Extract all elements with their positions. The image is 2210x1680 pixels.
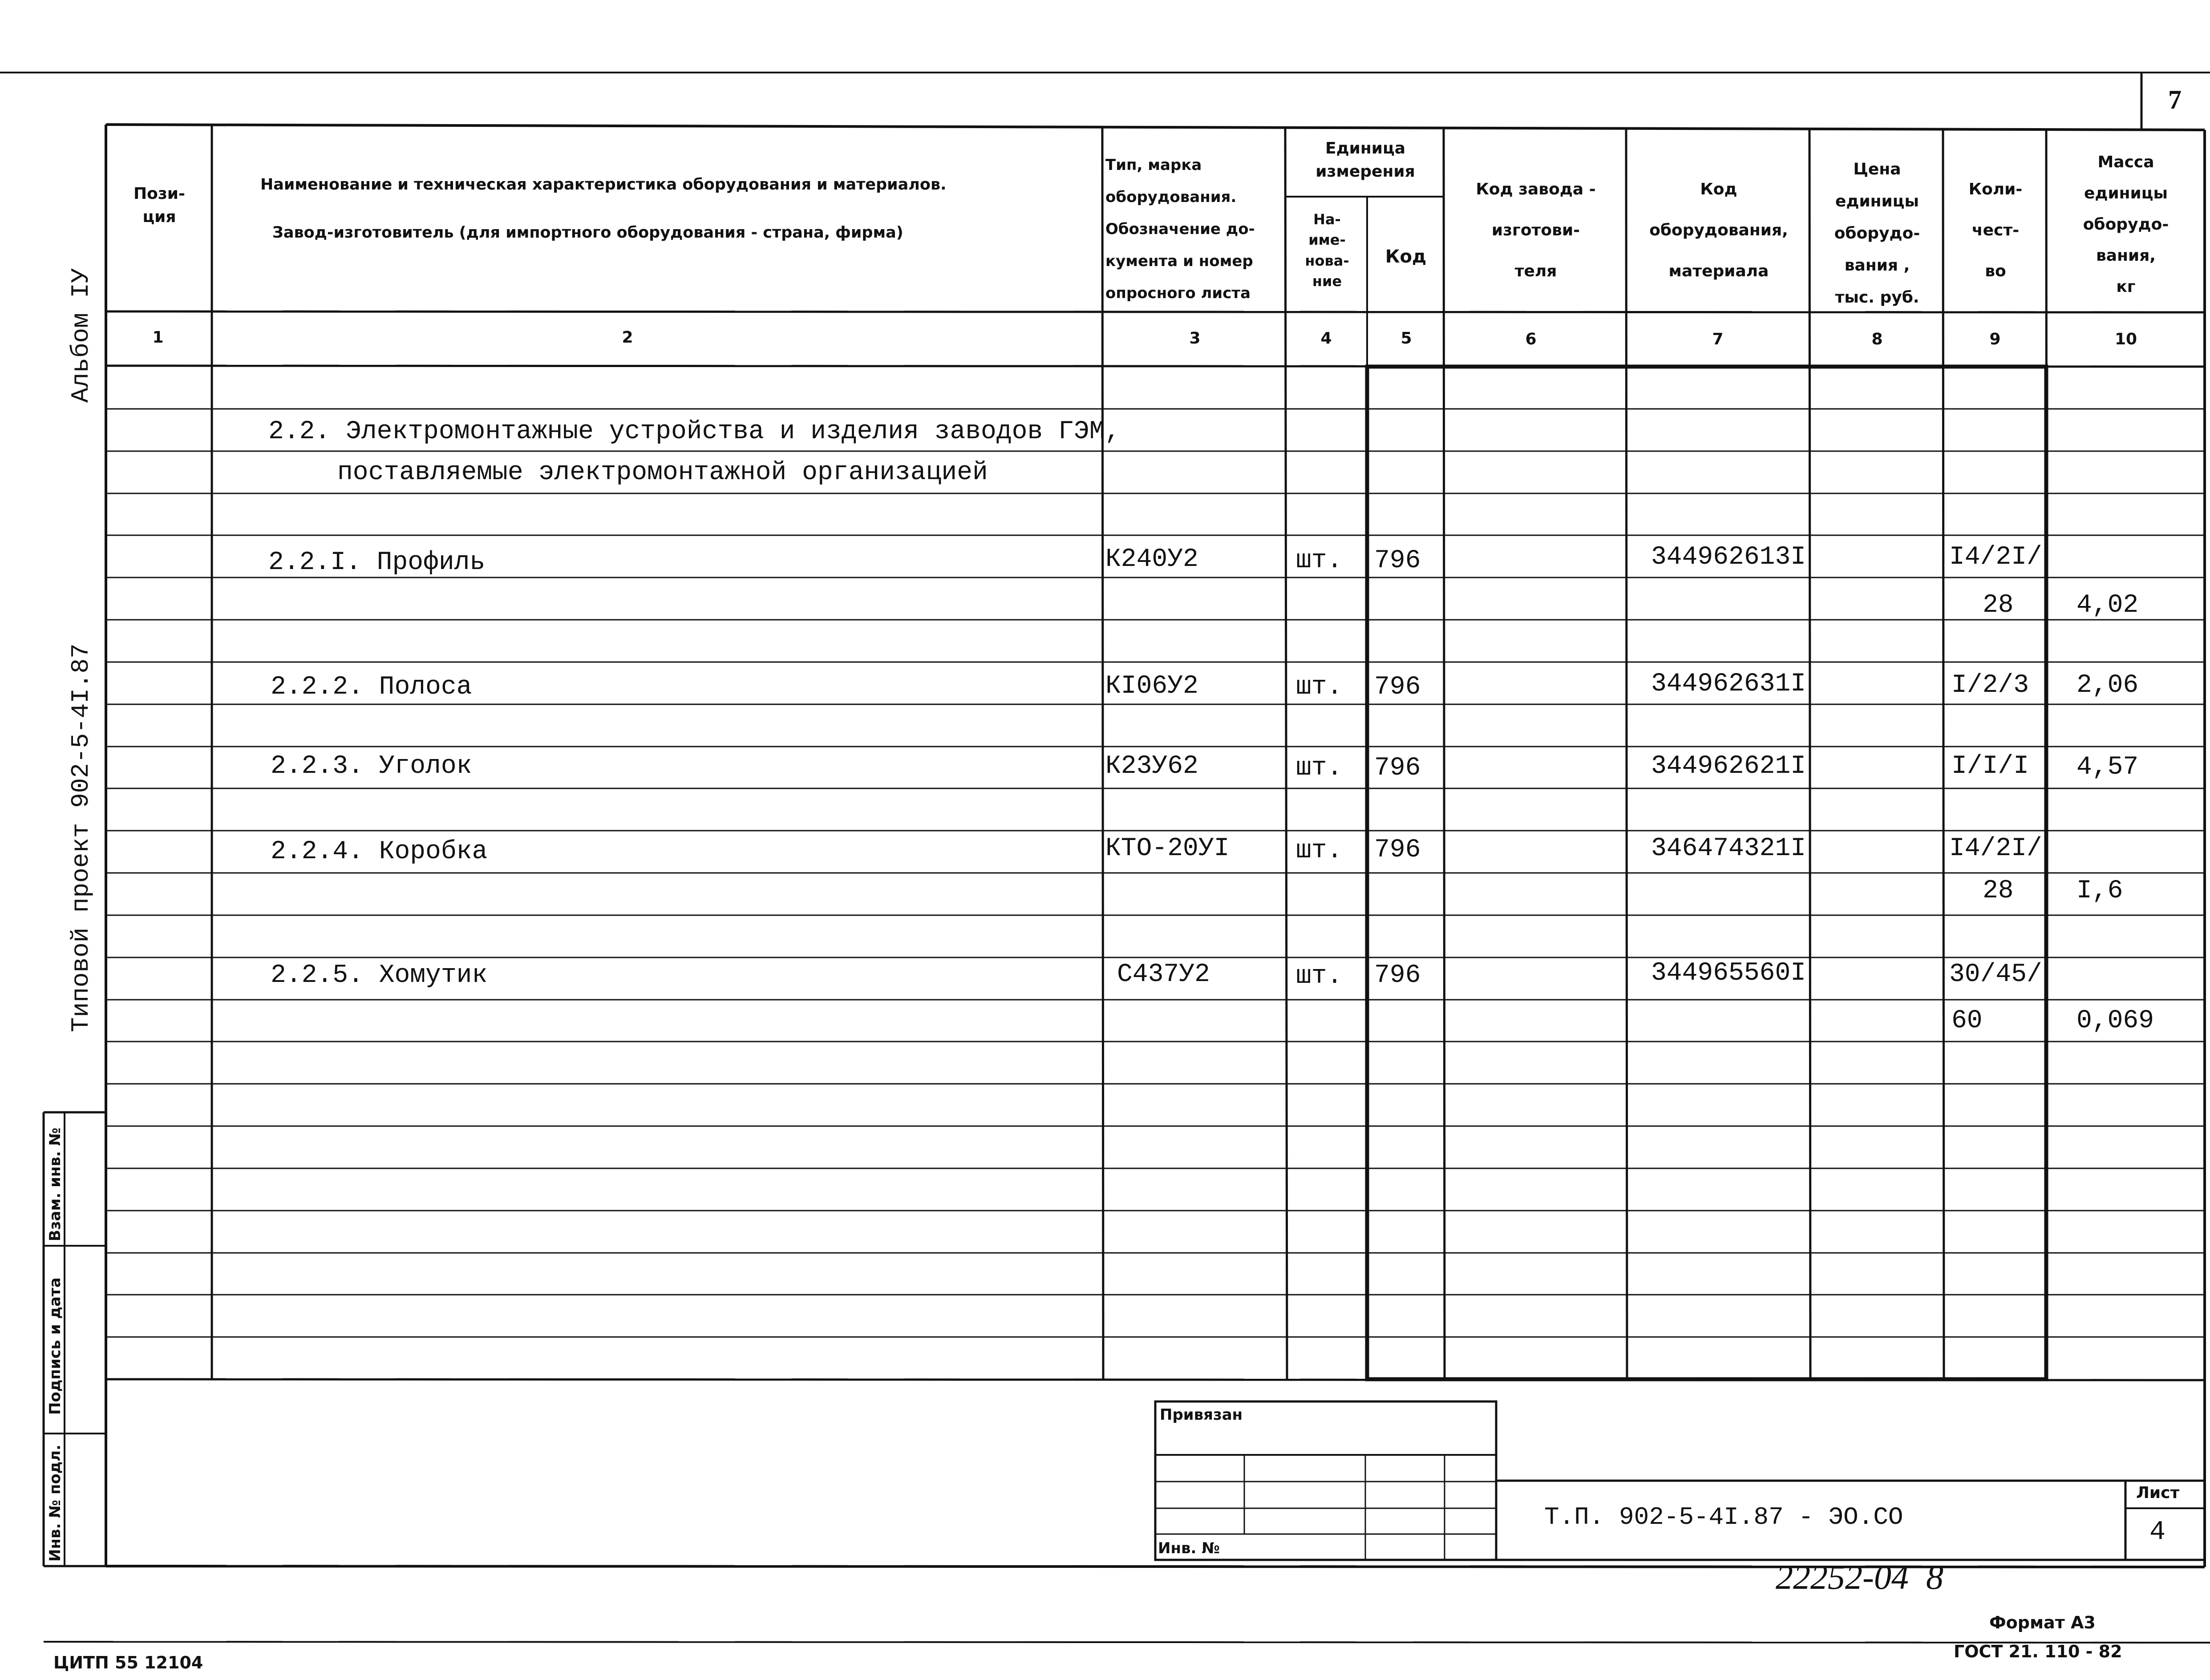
item-qty-cont: 28 [1983, 876, 2014, 905]
header-unit-name: На- име- нова- ние [1305, 211, 1349, 290]
col-number-2: 2 [622, 328, 633, 347]
header-material-code: Код оборудования, материала [1649, 180, 1788, 280]
item-unit-code: 796 [1374, 673, 1421, 702]
item-unit-code: 796 [1374, 961, 1421, 990]
item-type: К23У62 [1105, 752, 1198, 781]
item-type: К240У2 [1105, 545, 1198, 574]
project-label: Типовой проект 902-5-4I.87 [67, 643, 95, 1032]
item-unit: шт. [1296, 754, 1343, 783]
album-label: Альбом IУ [67, 268, 95, 403]
item-unit: шт. [1296, 546, 1343, 575]
item-qty-cont: 60 [1951, 1006, 1983, 1035]
item-name: 2.2.3. Уголок [271, 752, 472, 781]
item-qty: I/I/I [1951, 752, 2029, 781]
item-unit: шт. [1296, 673, 1343, 702]
sheet-corner-number: 7 [2168, 85, 2182, 114]
citp-label: ЦИТП 55 12104 [53, 1653, 203, 1672]
col-number-8: 8 [1871, 330, 1883, 348]
section-title-line1: 2.2. Электромонтажные устройства и изделия заводов ГЭМ, [268, 417, 1121, 446]
document-code: Т.П. 902-5-4I.87 - ЭО.СО [1544, 1503, 1903, 1531]
col-number-6: 6 [1525, 330, 1537, 348]
item-mass: 2,06 [2076, 671, 2139, 700]
stamp-signature: Подпись и дата [46, 1277, 64, 1415]
item-qty: I/2/3 [1951, 671, 2029, 700]
item-unit: шт. [1296, 836, 1343, 865]
header-price: Цена единицы оборудо- вания , тыс. руб. [1834, 160, 1920, 307]
item-mass: 4,57 [2076, 753, 2139, 782]
header-mass: Масса единицы оборудо- вания, кг [2083, 153, 2169, 296]
format-label: Формат А3 [1989, 1613, 2096, 1632]
header-type: Тип, марка оборудования. Обозначение до- кумента и номер опросного листа [1105, 156, 1255, 302]
item-qty-cont: 28 [1983, 591, 2014, 620]
col-number-3: 3 [1189, 329, 1201, 347]
item-name: 2.2.5. Хомутик [271, 961, 488, 990]
item-material-code: 344965560I [1651, 959, 1806, 988]
col-number-5: 5 [1400, 329, 1412, 347]
header-unit-code: Код [1385, 246, 1427, 267]
header-name-line1: Наименование и техническая характеристика оборудования и материалов. [260, 176, 947, 194]
item-mass: I,6 [2076, 876, 2123, 905]
item-name: 2.2.2. Полоса [271, 673, 472, 702]
item-name: 2.2.I. Профиль [268, 548, 486, 577]
item-unit: шт. [1296, 962, 1343, 991]
handwritten-number: 22252-04 8 [1776, 1558, 1943, 1596]
header-plant-code: Код завода - изготови- теля [1476, 180, 1596, 280]
item-mass: 0,069 [2076, 1006, 2154, 1035]
col-number-7: 7 [1712, 330, 1724, 348]
item-material-code: 344962621I [1651, 752, 1806, 781]
item-name: 2.2.4. Коробка [271, 837, 488, 866]
inv-number-label: Инв. № [1158, 1539, 1220, 1557]
item-qty: I4/2I/ [1949, 543, 2042, 572]
stamp-inv-replace: Взам. инв. № [46, 1127, 64, 1241]
item-type: С437У2 [1117, 960, 1210, 989]
sheet-number: 4 [2149, 1517, 2166, 1547]
col-number-10: 10 [2114, 330, 2137, 348]
item-material-code: 344962613I [1651, 543, 1806, 572]
col-number-4: 4 [1320, 329, 1332, 347]
item-type: КТО-20УI [1105, 834, 1230, 863]
header-name-line2: Завод-изготовитель (для импортного оборудования - страна, фирма) [272, 224, 903, 242]
item-qty: 30/45/ [1949, 960, 2042, 989]
col-number-9: 9 [1989, 330, 2001, 348]
section-title-line2: поставляемые электромонтажной организацией [337, 458, 988, 487]
item-type: КI06У2 [1105, 672, 1198, 701]
gost-label: ГОСТ 21. 110 - 82 [1954, 1642, 2122, 1661]
item-qty: I4/2I/ [1949, 834, 2042, 863]
item-mass: 4,02 [2076, 591, 2139, 620]
item-unit-code: 796 [1374, 836, 1421, 864]
header-unit-group: Единица измерения [1315, 139, 1415, 181]
stamp-inv-orig: Инв. № подл. [46, 1444, 64, 1562]
col-number-1: 1 [152, 328, 164, 347]
item-material-code: 346474321I [1651, 834, 1806, 863]
header-position: Пози- ция [134, 185, 185, 226]
sheet-label: Лист [2136, 1484, 2180, 1502]
header-quantity: Коли- чест- во [1968, 180, 2023, 280]
item-unit-code: 796 [1374, 754, 1421, 783]
item-unit-code: 796 [1374, 546, 1421, 575]
bound-label: Привязан [1160, 1406, 1243, 1424]
item-material-code: 344962631I [1651, 670, 1806, 699]
